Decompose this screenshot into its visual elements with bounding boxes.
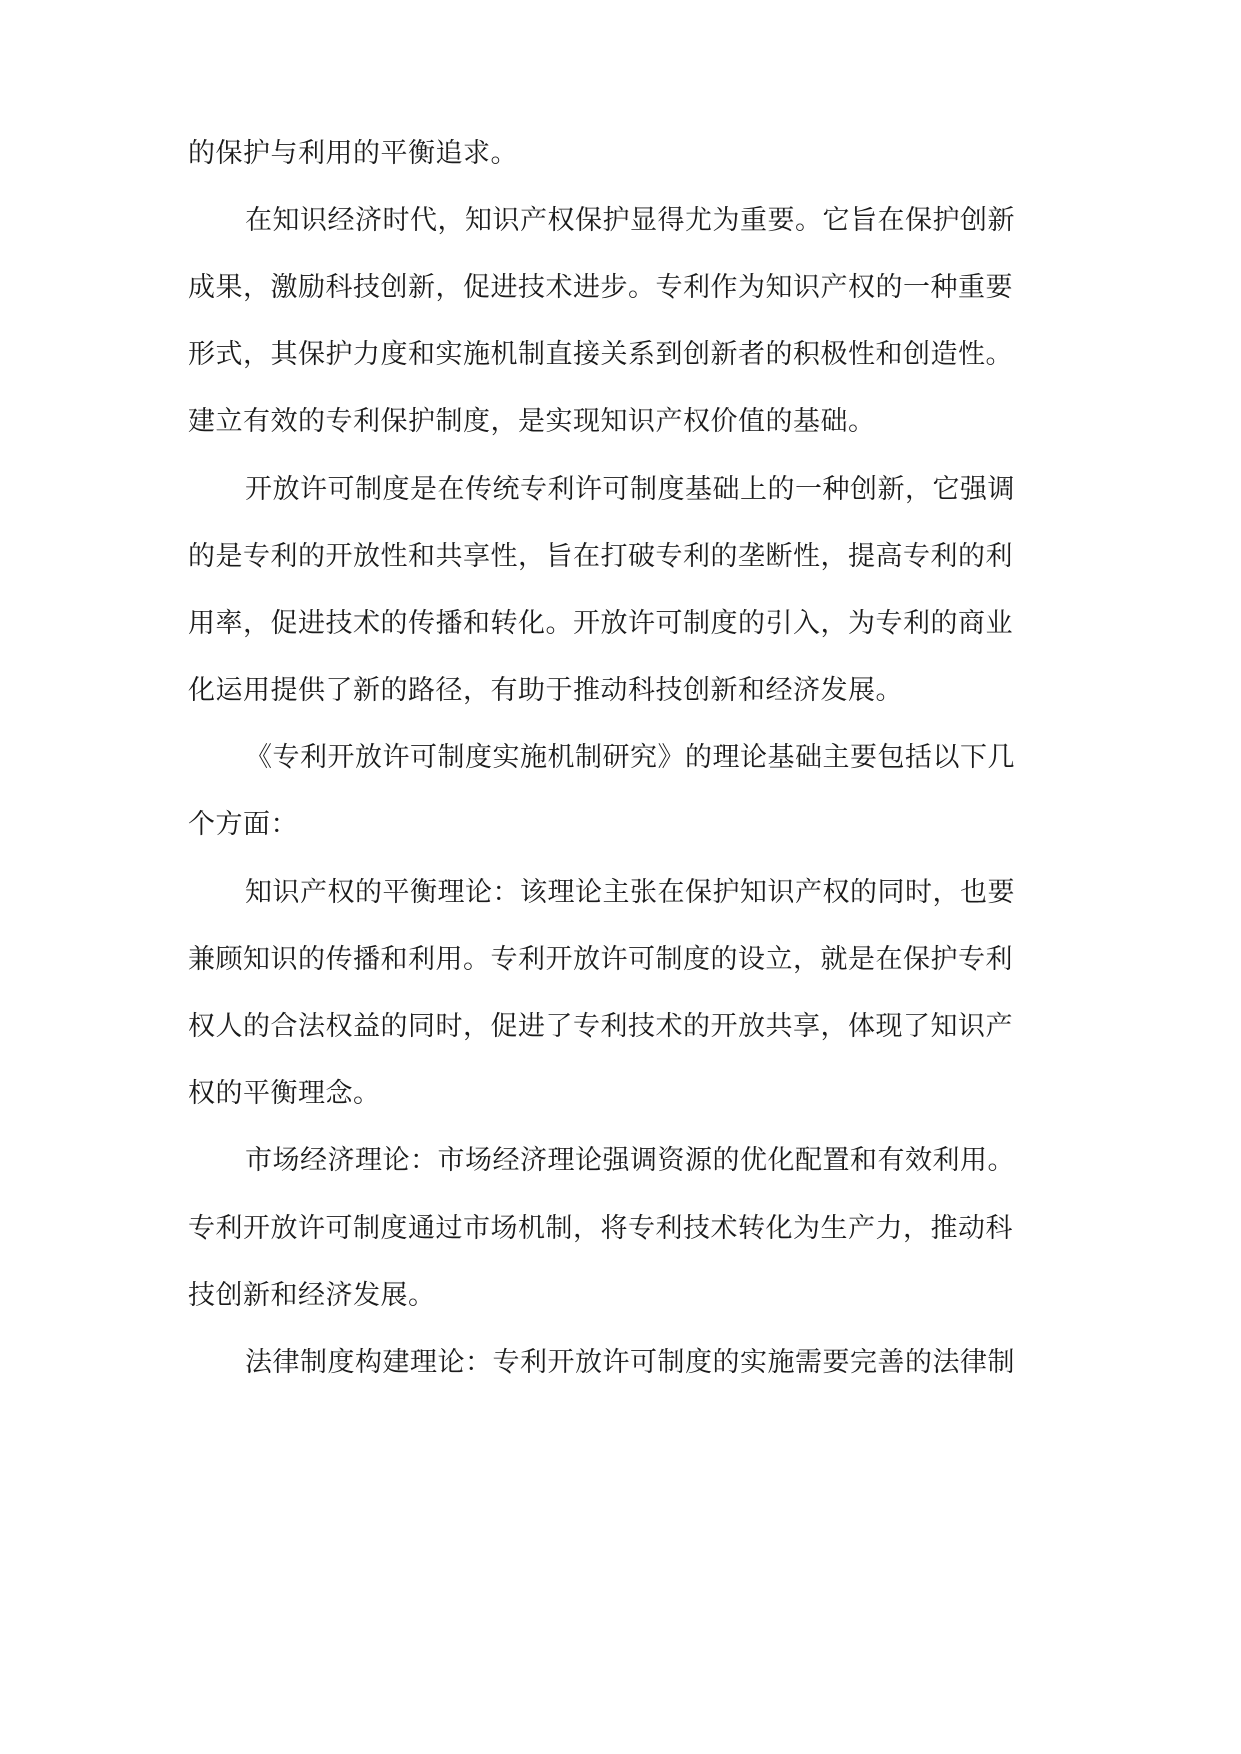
text-line: 权人的合法权益的同时，促进了专利技术的开放共享，体现了知识产 (188, 1011, 1013, 1042)
text-line: 市场经济理论：市场经济理论强调资源的优化配置和有效利用。 (245, 1145, 1015, 1176)
text-line: 技创新和经济发展。 (188, 1280, 436, 1311)
text-line: 开放许可制度是在传统专利许可制度基础上的一种创新，它强调 (245, 474, 1015, 505)
text-line: 用率，促进技术的传播和转化。开放许可制度的引入，为专利的商业 (188, 608, 1013, 639)
text-line: 的保护与利用的平衡追求。 (188, 138, 518, 169)
text-line: 个方面： (188, 809, 298, 840)
text-line: 在知识经济时代，知识产权保护显得尤为重要。它旨在保护创新 (245, 205, 1015, 236)
text-line: 法律制度构建理论：专利开放许可制度的实施需要完善的法律制 (245, 1347, 1015, 1378)
text-line: 形式，其保护力度和实施机制直接关系到创新者的积极性和创造性。 (188, 339, 1013, 370)
text-line: 兼顾知识的传播和利用。专利开放许可制度的设立，就是在保护专利 (188, 944, 1013, 975)
text-line: 的是专利的开放性和共享性，旨在打破专利的垄断性，提高专利的利 (188, 541, 1013, 572)
text-line: 化运用提供了新的路径，有助于推动科技创新和经济发展。 (188, 675, 903, 706)
text-line: 权的平衡理念。 (188, 1078, 381, 1109)
text-line: 专利开放许可制度通过市场机制，将专利技术转化为生产力，推动科 (188, 1213, 1013, 1244)
text-line: 建立有效的专利保护制度，是实现知识产权价值的基础。 (188, 406, 876, 437)
text-line: 《专利开放许可制度实施机制研究》的理论基础主要包括以下几 (245, 742, 1015, 773)
text-line: 成果，激励科技创新，促进技术进步。专利作为知识产权的一种重要 (188, 272, 1013, 303)
text-line: 知识产权的平衡理论：该理论主张在保护知识产权的同时，也要 (245, 877, 1015, 908)
